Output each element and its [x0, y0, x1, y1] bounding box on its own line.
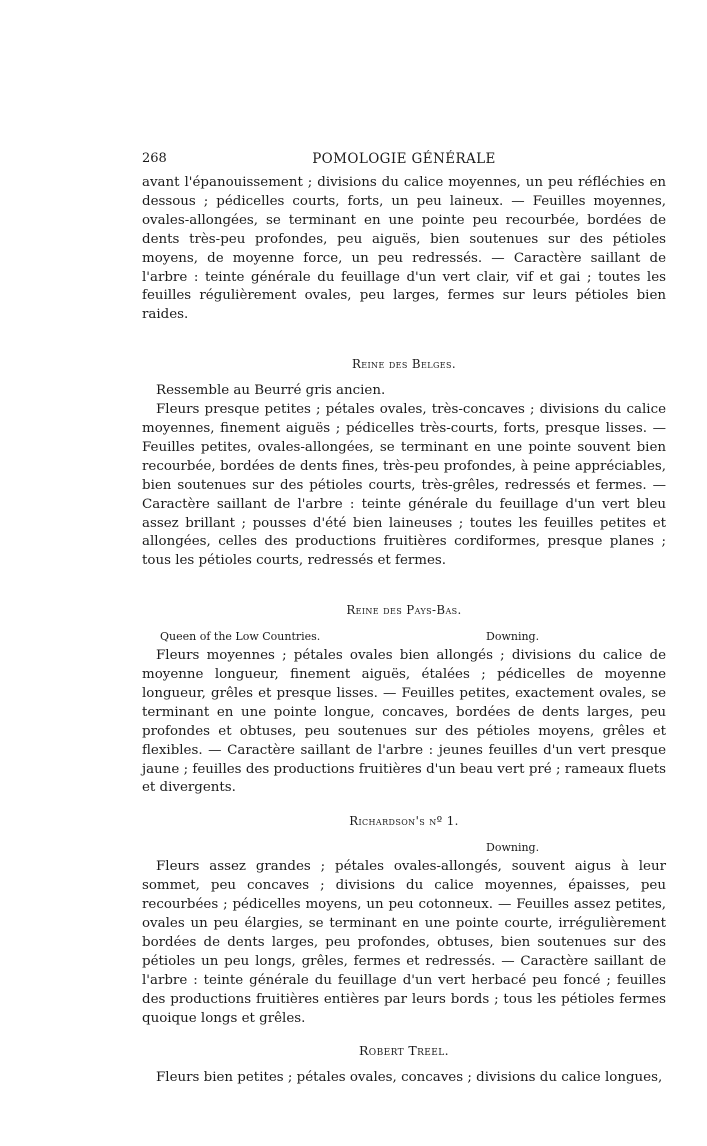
section-title-reine-des-belges: Reine des Belges. — [351, 357, 457, 372]
section-paragraph: Fleurs assez grandes ; pétales ovales-allongés, souvent aigus à leur sommet, peu concaves ; divisions du calice moyennes, épaisses, peu recourbées ; pédicelles moyens, un peu cotonneux. — Feuilles assez petites, ovales un peu élargies, se terminant en une pointe courte, irrégulièrement bordées de dents larges, peu profondes, obtuses, bien soutenues sur des pétioles un peu longs, grêles, fermes et redressés. — Caractère saillant de l'arbre : teinte générale du feuillage d'un vert herbacé peu foncé ; feuilles des productions fruitières entières par leurs bords ; tous les pétioles fermes quoique longs et grêles. — [142, 859, 666, 1026]
authority: Downing. — [486, 630, 540, 644]
intro-paragraph: avant l'épanouissement ; divisions du calice moyennes, un peu réfléchies en dessous ; pédicelles courts, forts, un peu laineux. — Feuilles moyennes, ovales-allongées, se terminant en une pointe peu recourbée, bordées de dents très-peu profondes, peu aiguës, bien soutenues sur des pétioles moyens, de moyenne force, un peu redressés. — Caractère saillant de l'arbre : teinte générale du feuillage d'un vert clair, vif et gai ; toutes les feuilles régulièrement ovales, peu larges, fermes sur leurs pétioles bien raides. — [142, 175, 666, 323]
section-title-richardsons: Richardson's nº 1. — [349, 814, 459, 829]
running-title: POMOLOGIE GÉNÉRALE — [312, 151, 496, 167]
page-number: 268 — [142, 151, 167, 166]
page-header — [142, 150, 666, 172]
section-byline — [142, 628, 666, 647]
book-page — [142, 150, 666, 1088]
synonym: Queen of the Low Countries. — [160, 630, 321, 644]
authority: Downing. — [486, 841, 540, 855]
section-title-robert-treel: Robert Treel. — [359, 1043, 449, 1059]
section-title-reine-des-pays-bas: Reine des Pays-Bas. — [346, 603, 462, 618]
section-paragraph: Fleurs bien petites ; pétales ovales, concaves ; divisions du calice longues, — [156, 1070, 663, 1086]
section-byline — [142, 839, 666, 858]
section-paragraph: Fleurs presque petites ; pétales ovales, très-concaves ; divisions du calice moyennes, finement aiguës ; pédicelles très-courts, forts, presque lisses. — Feuilles petites, ovales-allongées, se terminant en une pointe souvent bien recourbée, bordées de dents fines, très-peu profondes, à peine appréciables, bien soutenues sur des pétioles courts, très-grêles, redressés et fermes. — Caractère saillant de l'arbre : teinte générale du feuillage d'un vert bleu assez brillant ; pousses d'été bien laineuses ; toutes les feuilles petites et allongées, celles des productions fruitières cordiformes, presque planes ; tous les pétioles courts, redressés et fermes. — [142, 402, 666, 569]
section-paragraph: Fleurs moyennes ; pétales ovales bien allongés ; divisions du calice de moyenne longueur, finement aiguës, étalées ; pédicelles de moyenne longueur, grêles et presque lisses. — Feuilles petites, exactement ovales, se terminant en une pointe longue, concaves, bordées de dents larges, peu profondes et obtuses, peu soutenues sur des pétioles moyens, grêles et flexibles. — Caractère saillant de l'arbre : jeunes feuilles d'un vert presque jaune ; feuilles des productions fruitières d'un beau vert pré ; rameaux fluets et divergents. — [142, 648, 666, 796]
section-paragraph: Ressemble au Beurré gris ancien. — [156, 383, 386, 399]
